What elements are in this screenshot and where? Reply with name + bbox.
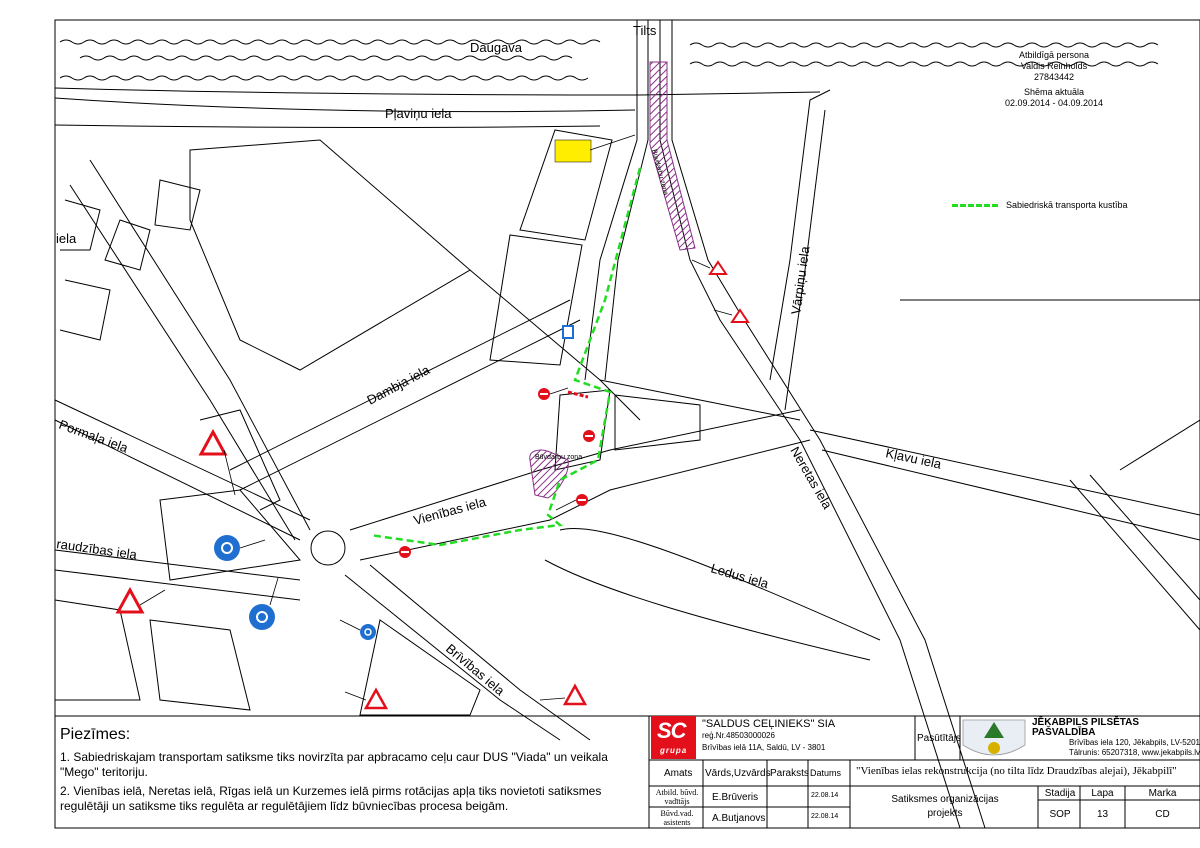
label-brivibas-iela: Brīvības iela (443, 640, 508, 699)
label-tilts: Tilts (633, 23, 657, 38)
junction-zone-label: Būvdarbu zona (535, 454, 583, 461)
header-stadija: Stadija (1044, 788, 1076, 799)
logo-grupa-text: grupa (660, 746, 688, 755)
road-network (55, 20, 1200, 828)
jekabpils-coat-of-arms-logo (963, 720, 1025, 755)
no-entry-sign (556, 494, 588, 510)
col-paraksts: Paraksts (770, 768, 809, 779)
logo-sc-text: SC (657, 718, 686, 743)
doc-title-line2: projekts (927, 808, 963, 819)
col-vards: Vārds,Uzvārds (705, 768, 771, 779)
company-reg: reģ.Nr.48503000026 (702, 731, 775, 740)
notes-title: Piezīmes: (60, 726, 131, 743)
scheme-label: Shēma aktuāla (1023, 87, 1085, 97)
value-lapa: 13 (1096, 809, 1109, 820)
label-draudzibas-iela: raudzības iela (55, 536, 138, 563)
note-item: 2. Vienības ielā, Neretas ielā, Rīgas ielā un Kurzemes ielā pirms rotācijas apļa tiks novietoti satiksmes regulētāji un satiksme tiks regulēta ar regulētājiem līdz būvniecības procesa beigām. (60, 784, 602, 813)
roundabout-sign (249, 578, 278, 630)
label-neretas-iela: Neretas iela (787, 444, 836, 512)
client-contact: Tālrunis: 65207318, www.jekabpils.lv (1068, 748, 1200, 757)
roundabout-sign (214, 535, 265, 561)
roundabout-sign (340, 620, 376, 640)
label-dambja-iela: Dambja iela (364, 362, 433, 408)
doc-title-line1: Satiksmes organizācijas (891, 794, 999, 805)
no-entry-sign (538, 388, 568, 400)
label-plavinu-iela: Pļaviņu iela (385, 106, 452, 121)
bridge-zone-label: Būvdarbu zona (650, 148, 670, 197)
client-name: JĒKABPILS PILSĒTAS PAŠVALDĪBA (1032, 717, 1140, 738)
label-kjavu-iela: Kļavu iela (884, 445, 943, 472)
label-pormala-iela: Pormaļa iela (56, 416, 131, 456)
label-vienibas-iela: Vienības iela (411, 494, 488, 528)
warning-triangle-sign (540, 686, 585, 704)
warning-triangle-sign (345, 690, 386, 708)
detour-board (555, 135, 635, 162)
value-marka: CD (1155, 809, 1170, 820)
junction-construction-zone (530, 450, 582, 498)
responsible-name: Valdis Reinholds (1020, 61, 1088, 71)
legend-swatch-transport (952, 204, 998, 207)
warning-triangle-sign (714, 310, 748, 322)
no-entry-sign (399, 546, 411, 558)
legend-label-transport: Sabiedriskā transporta kustība (1006, 200, 1128, 210)
public-transport-route (370, 168, 640, 545)
note-item: 1. Sabiedriskajam transportam satiksme tiks novirzīta par apbracamo ceļu caur DUS "Viada" un veikala "Mego" teritoriju. (60, 750, 608, 779)
client-address: Brīvības iela 120, Jēkabpils, LV-5201 (1068, 738, 1200, 747)
label-ledus-iela: Ledus iela (709, 560, 771, 592)
header-marka: Marka (1148, 788, 1177, 799)
client-info (1032, 718, 1200, 758)
roundabout (311, 531, 345, 565)
bus-stop-sign (563, 326, 573, 338)
value-stadija: SOP (1049, 809, 1071, 820)
project-title: "Vienības ielas rekonstrukcija (no tilta līdz Draudzības alejai), Jēkabpilī" (856, 765, 1177, 777)
label-varpinu-iela: Vārpiņu iela (788, 245, 813, 316)
row1-date: 22.08.14 (811, 792, 839, 799)
row2-name: A.Butjanovs (712, 813, 766, 824)
notes-panel (60, 726, 640, 818)
company-address: Brīvības ielā 11A, Saldū, LV - 3801 (702, 743, 826, 752)
warning-triangle-sign (201, 432, 235, 495)
col-datums: Datums (810, 768, 842, 778)
label-daugava: Daugava (470, 40, 523, 55)
responsible-person-info (964, 50, 1144, 109)
row1-role: Atbild. būvd. vadītājs (655, 788, 699, 806)
label-edge-iela: iela (56, 231, 77, 246)
responsible-phone: 27843442 (1033, 72, 1075, 82)
legend (952, 200, 1128, 210)
company-name: "SALDUS CEĻINIEKS" SIA (702, 718, 836, 730)
responsible-role: Atbildīgā persona (1018, 50, 1090, 60)
contractor-info (702, 718, 835, 754)
header-lapa: Lapa (1091, 788, 1114, 799)
no-entry-sign (583, 430, 595, 442)
row1-name: E.Brūveris (712, 792, 759, 803)
row2-date: 22.08.14 (811, 813, 839, 820)
col-amats: Amats (664, 768, 693, 779)
scheme-dates: 02.09.2014 - 04.09.2014 (1004, 98, 1104, 108)
sheet-frame (55, 20, 1200, 828)
row2-role: Būvd.vad. asistents (660, 809, 694, 827)
client-label: Pasūtītājs (917, 733, 961, 744)
warning-triangle-sign (118, 590, 165, 612)
sc-grupa-logo (651, 716, 696, 759)
